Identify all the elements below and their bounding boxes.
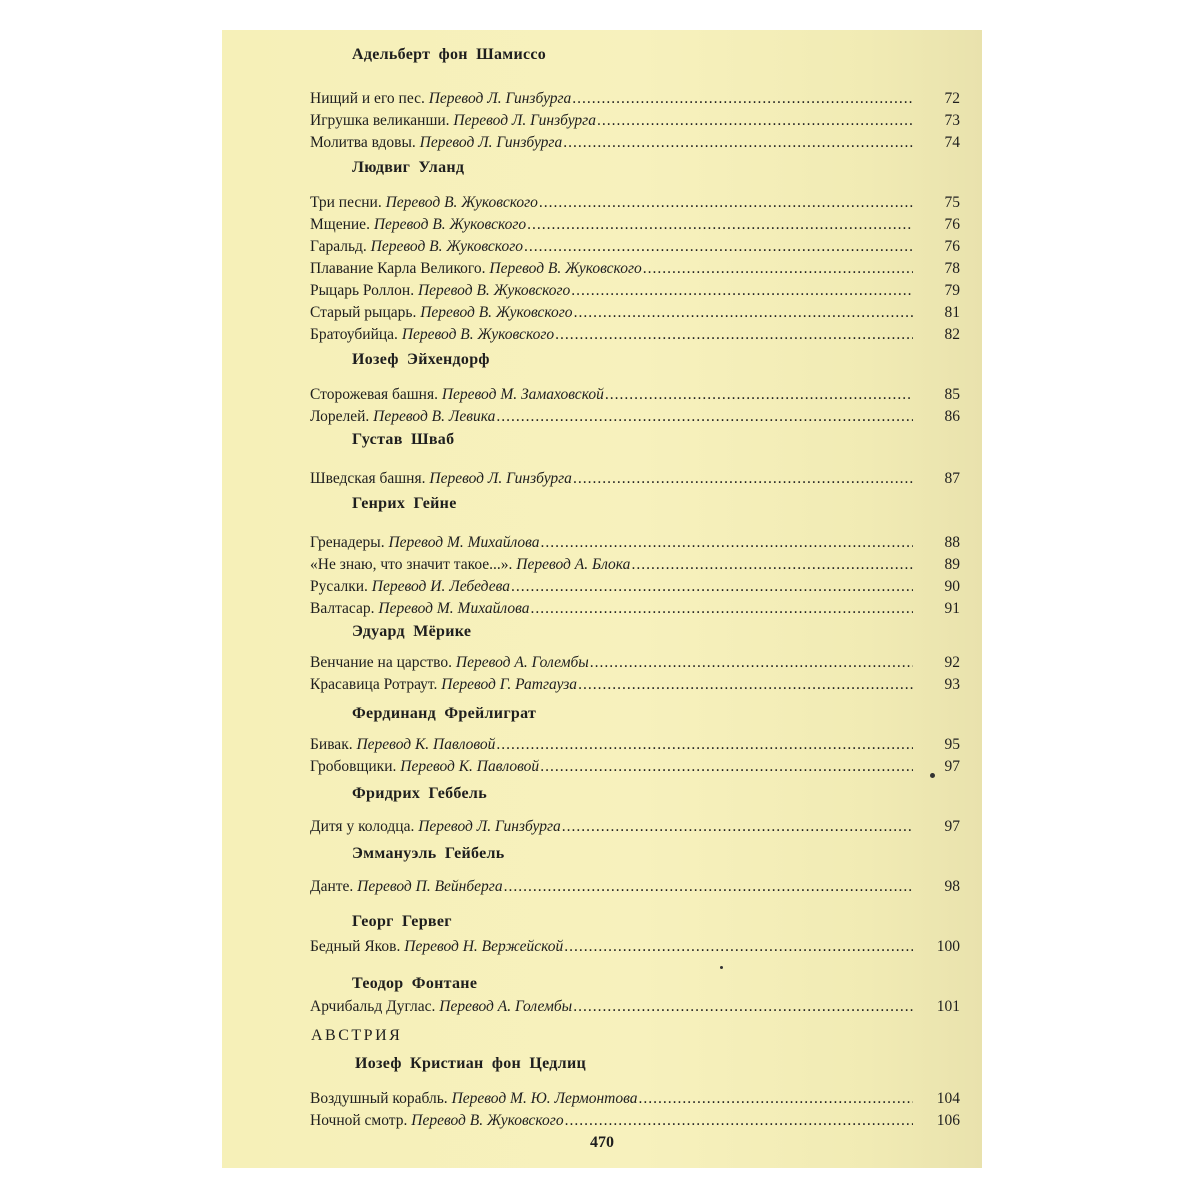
toc-entry [310,384,960,406]
entry-text [310,384,604,406]
entry-page-number: 76 [944,238,960,255]
dot-leader [496,734,913,756]
translator: Перевод Л. Гинзбурга [453,112,596,129]
translator: Перевод М. Михайлова [388,534,540,551]
dot-leader [638,1088,913,1110]
dot-leader [605,384,913,406]
dot-leader [504,876,913,898]
toc-entry [310,214,960,236]
dot-leader [573,468,913,490]
poem-title: Сторожевая башня. [310,386,438,403]
entry-text [310,756,539,778]
poem-title: Воздушный корабль. [310,1090,448,1107]
entry-page-number: 87 [944,470,960,487]
toc-entry [310,576,960,598]
entry-text [310,674,577,696]
translator: Перевод В. Жуковского [385,194,538,211]
entry-page-number: 97 [944,758,960,775]
toc-entry [310,468,960,490]
dot-leader [571,280,913,302]
entry-page-number: 86 [944,408,960,425]
translator: Перевод В. Жуковского [373,216,527,233]
translator: Перевод А. Голембы [455,654,589,671]
poem-title: Рыцарь Роллон. [310,282,415,299]
poem-title: Молитва вдовы. [310,134,416,151]
toc-entry [310,816,960,838]
entry-page-number: 76 [944,216,960,233]
entry-page-number: 75 [944,194,960,211]
author-heading: Георг Гервег [352,913,452,930]
toc-entry [310,236,960,258]
poem-title: Гаральд. [310,238,367,255]
section-heading: АВСТРИЯ [311,1027,403,1044]
translator: Перевод А. Блока [516,556,631,573]
entry-text [310,88,571,110]
dot-leader [496,406,913,428]
entry-page-number: 81 [944,304,960,321]
toc-entry [310,674,960,696]
entry-text [310,598,529,620]
entry-text [310,236,523,258]
poem-title: Нищий и его пес. [310,90,425,107]
dot-leader [572,88,913,110]
poem-title: «Не знаю, что значит такое...». [310,556,513,573]
entry-page-number: 85 [944,386,960,403]
translator: Перевод К. Павловой [400,758,540,775]
entry-page-number: 92 [944,654,960,671]
poem-title: Три песни. [310,194,382,211]
dot-leader [541,532,913,554]
poem-title: Братоубийца. [310,326,398,343]
poem-title: Красавица Ротраут. [310,676,438,693]
entry-page-number: 74 [944,134,960,151]
dot-leader [631,554,913,576]
toc-entry [310,652,960,674]
poem-title: Плавание Карла Великого. [310,260,486,277]
dot-leader [597,110,913,132]
translator: Перевод В. Жуковского [401,326,555,343]
entry-text [310,1088,637,1110]
translator: Перевод В. Левика [373,408,496,425]
entry-text [310,1110,564,1132]
author-heading: Густав Шваб [352,431,455,448]
entry-text [310,816,561,838]
table-of-contents [222,30,982,1130]
entry-page-number: 95 [944,736,960,753]
poem-title: Мщение. [310,216,370,233]
translator: Перевод Н. Вержейской [404,938,564,955]
author-heading: Людвиг Уланд [352,159,465,176]
toc-entry [310,756,960,778]
entry-page-number: 91 [944,600,960,617]
toc-entry [310,88,960,110]
toc-entry [310,132,960,154]
entry-text [310,324,554,346]
dot-leader [530,598,913,620]
dot-leader [578,674,913,696]
translator: Перевод В. Жуковского [411,1112,564,1129]
poem-title: Гробовщики. [310,758,397,775]
entry-text [310,214,526,236]
author-heading: Фридрих Геббель [352,785,487,802]
dot-leader [539,192,913,214]
poem-title: Валтасар. [310,600,375,617]
author-heading: Генрих Гейне [352,495,457,512]
dot-leader [524,236,913,258]
entry-text [310,996,572,1018]
entry-page-number: 88 [944,534,960,551]
author-heading: Иозеф Эйхендорф [352,351,490,368]
translator: Перевод Л. Гинзбурга [429,470,572,487]
entry-page-number: 106 [936,1112,960,1129]
dot-leader [643,258,913,280]
entry-text [310,734,495,756]
poem-title: Русалки. [310,578,368,595]
entry-page-number: 93 [944,676,960,693]
dot-leader [540,756,913,778]
entry-text [310,554,630,576]
dot-leader [574,302,913,324]
entry-text [310,258,642,280]
poem-title: Арчибальд Дуглас. [310,998,436,1015]
translator: Перевод М. Замаховской [441,386,604,403]
entry-text [310,406,495,428]
toc-entry [310,110,960,132]
toc-entry [310,1088,960,1110]
toc-entry [310,324,960,346]
dot-leader [590,652,913,674]
entry-text [310,876,503,898]
entry-text [310,110,596,132]
entry-page-number: 82 [944,326,960,343]
poem-title: Игрушка великанши. [310,112,450,129]
book-page [222,30,982,1168]
translator: Перевод Г. Ратгауза [441,676,578,693]
toc-entry [310,996,960,1018]
author-heading: Иозеф Кристиан фон Цедлиц [355,1055,586,1072]
entry-text [310,302,573,324]
translator: Перевод К. Павловой [356,736,496,753]
author-heading: Эдуард Мёрике [352,623,472,640]
entry-page-number: 89 [944,556,960,573]
dot-leader [555,324,913,346]
poem-title: Шведская башня. [310,470,426,487]
toc-entry [310,258,960,280]
dot-leader [564,936,913,958]
poem-title: Бивак. [310,736,353,753]
entry-text [310,936,563,958]
author-heading: Адельберт фон Шамиссо [352,46,547,63]
entry-text [310,532,540,554]
translator: Перевод В. Жуковского [370,238,524,255]
dot-leader [565,1110,913,1132]
entry-page-number: 78 [944,260,960,277]
entry-page-number: 90 [944,578,960,595]
paper-speck [720,966,723,969]
dot-leader [573,996,913,1018]
entry-page-number: 104 [936,1090,960,1107]
entry-page-number: 73 [944,112,960,129]
poem-title: Гренадеры. [310,534,385,551]
entry-page-number: 98 [944,878,960,895]
poem-title: Данте. [310,878,354,895]
dot-leader [511,576,913,598]
poem-title: Старый рыцарь. [310,304,417,321]
toc-entry [310,554,960,576]
toc-entry [310,1110,960,1132]
poem-title: Бедный Яков. [310,938,401,955]
entry-page-number: 79 [944,282,960,299]
entry-text [310,468,572,490]
entry-text [310,192,538,214]
toc-entry [310,302,960,324]
dot-leader [562,816,913,838]
translator: Перевод В. Жуковского [420,304,573,321]
toc-entry [310,280,960,302]
entry-text [310,132,562,154]
poem-title: Венчание на царство. [310,654,452,671]
translator: Перевод А. Голембы [439,998,573,1015]
translator: Перевод П. Вейнберга [357,878,503,895]
poem-title: Ночной смотр. [310,1112,408,1129]
toc-entry [310,876,960,898]
translator: Перевод Л. Гинзбурга [428,90,572,107]
toc-entry [310,598,960,620]
toc-entry [310,192,960,214]
entry-text [310,652,589,674]
entry-page-number: 72 [944,90,960,107]
entry-page-number: 100 [936,938,960,955]
translator: Перевод В. Жуковского [489,260,642,277]
entry-text [310,280,570,302]
toc-entry [310,406,960,428]
author-heading: Эммануэль Гейбель [352,845,505,862]
translator: Перевод В. Жуковского [417,282,571,299]
translator: Перевод Л. Гинзбурга [418,818,561,835]
paper-speck [930,773,935,778]
translator: Перевод И. Лебедева [371,578,510,595]
author-heading: Теодор Фонтане [352,975,478,992]
translator: Перевод Л. Гинзбурга [419,134,563,151]
dot-leader [563,132,913,154]
translator: Перевод М. Ю. Лермонтова [451,1090,638,1107]
dot-leader [527,214,913,236]
translator: Перевод М. Михайлова [378,600,530,617]
page-number: 470 [590,1134,614,1151]
toc-entry [310,734,960,756]
poem-title: Дитя у колодца. [310,818,415,835]
entry-text [310,576,510,598]
poem-title: Лорелей. [310,408,370,425]
toc-entry [310,936,960,958]
entry-page-number: 97 [944,818,960,835]
toc-entry [310,532,960,554]
entry-page-number: 101 [936,998,960,1015]
author-heading: Фердинанд Фрейлиграт [352,705,537,722]
